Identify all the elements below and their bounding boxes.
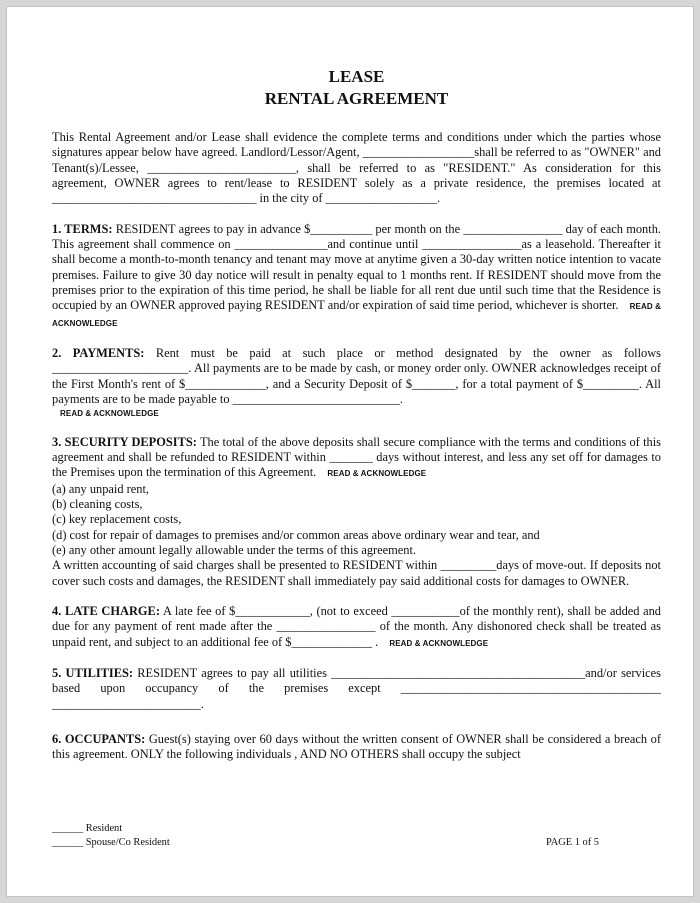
read-acknowledge-label: READ & ACKNOWLEDGE — [389, 638, 489, 648]
page-footer — [52, 822, 661, 850]
document-body — [52, 66, 661, 763]
read-acknowledge-label: READ & ACKNOWLEDGE — [327, 469, 427, 479]
section-text-continued: A written accounting of said charges shall be presented to RESIDENT within _________days of move-out. If deposits not cover such costs and damages, the RESIDENT shall immediately pay said additional costs for damages to OWNER. — [52, 558, 661, 588]
document-title — [52, 66, 661, 110]
list-item: (b) cleaning costs, — [52, 496, 143, 511]
section-text: RESIDENT agrees to pay in advance $__________ per month on the ________________ day of each month. This agreement shall commence on _______________and continue until ________________as a leasehold. Thereafter it shall become a month-to-month tenancy and tenant may move at anytime given a 30-day written notice intention to vacate premises. Failure to give 30 day notice will result in penalty equal to 1 months rent. If RESIDENT should move from the premises prior to the expiration of this time period, he shall be liable for all rent due until such time that the Residence is occupied by an OWNER approved paying RESIDENT and/or expiration of said time period, whichever is shorter. — [52, 221, 661, 313]
spouse-initials-line: ______ Spouse/Co Resident — [52, 837, 170, 848]
section-late-charge — [52, 604, 661, 651]
resident-initials-line: ______ Resident — [52, 823, 123, 834]
section-text: Guest(s) staying over 60 days without the written consent of OWNER shall be considered a breach of this agreement. ONLY the following individuals , AND NO OTHERS shall occupy the subject — [52, 732, 661, 762]
title-line-1: LEASE — [328, 67, 385, 86]
title-line-2: RENTAL AGREEMENT — [264, 89, 449, 108]
section-security-deposits — [52, 435, 661, 589]
intro-paragraph: This Rental Agreement and/or Lease shall evidence the complete terms and conditions under which the parties whose signatures appear below have agreed. Landlord/Lessor/Agent, __________________shall be referred to as "OWNER" and Tenant(s)/Lessee, ________________________, shall be referred to as "RESIDENT." As consideration for this agreement, OWNER agrees to rent/lease to RESIDENT solely as a private residence, the premises located at _________________________________ in the city of __________________. — [52, 130, 661, 206]
list-item: (a) any unpaid rent, — [52, 481, 150, 496]
section-utilities — [52, 666, 661, 712]
section-heading: 2. PAYMENTS: — [52, 346, 145, 361]
list-item: (d) cost for repair of damages to premises and/or common areas above ordinary wear and tear, and — [52, 527, 540, 542]
list-item: (c) key replacement costs, — [52, 512, 182, 527]
section-text: Rent must be paid at such place or method designated by the owner as follows ______________________. All payments are to be made by cash, or money order only. OWNER acknowledges receipt of the First Month's rent of $_____________, and a Security Deposit of $_______, for a total payment of $_________. All payments are to be made payable to ___________________________. — [52, 346, 661, 407]
section-terms — [52, 222, 661, 331]
section-heading: 3. SECURITY DEPOSITS: — [52, 434, 197, 449]
section-payments — [52, 346, 661, 419]
read-acknowledge-label: READ & ACKNOWLEDGE — [52, 302, 661, 328]
section-heading: 5. UTILITIES: — [52, 665, 134, 680]
section-occupants — [52, 732, 661, 763]
read-acknowledge-label: READ & ACKNOWLEDGE — [60, 408, 159, 418]
section-text: A late fee of $____________, (not to exceed ___________of the monthly rent), shall be added and due for any payment of rent made after the ________________ of the month. Any dishonored check shall be treated as unpaid rent, and subject to an additional fee of $_____________ . — [52, 603, 662, 649]
section-heading: 6. OCCUPANTS: — [52, 732, 146, 746]
list-item: (e) any other amount legally allowable under the terms of this agreement. — [52, 542, 417, 557]
page-number: PAGE 1 of 5 — [545, 837, 599, 848]
section-text: RESIDENT agrees to pay all utilities _________________________________________and/or services based upon occupancy of the premises except __________________________________________ ________________________. — [52, 665, 661, 711]
section-heading: 1. TERMS: — [52, 221, 113, 236]
section-heading: 4. LATE CHARGE: — [52, 603, 160, 618]
section-text: The total of the above deposits shall secure compliance with the terms and conditions of this agreement and shall be refunded to RESIDENT within _______ days without interest, and less any set off for damages to the Premises upon the termination of this Agreement. — [52, 434, 661, 480]
